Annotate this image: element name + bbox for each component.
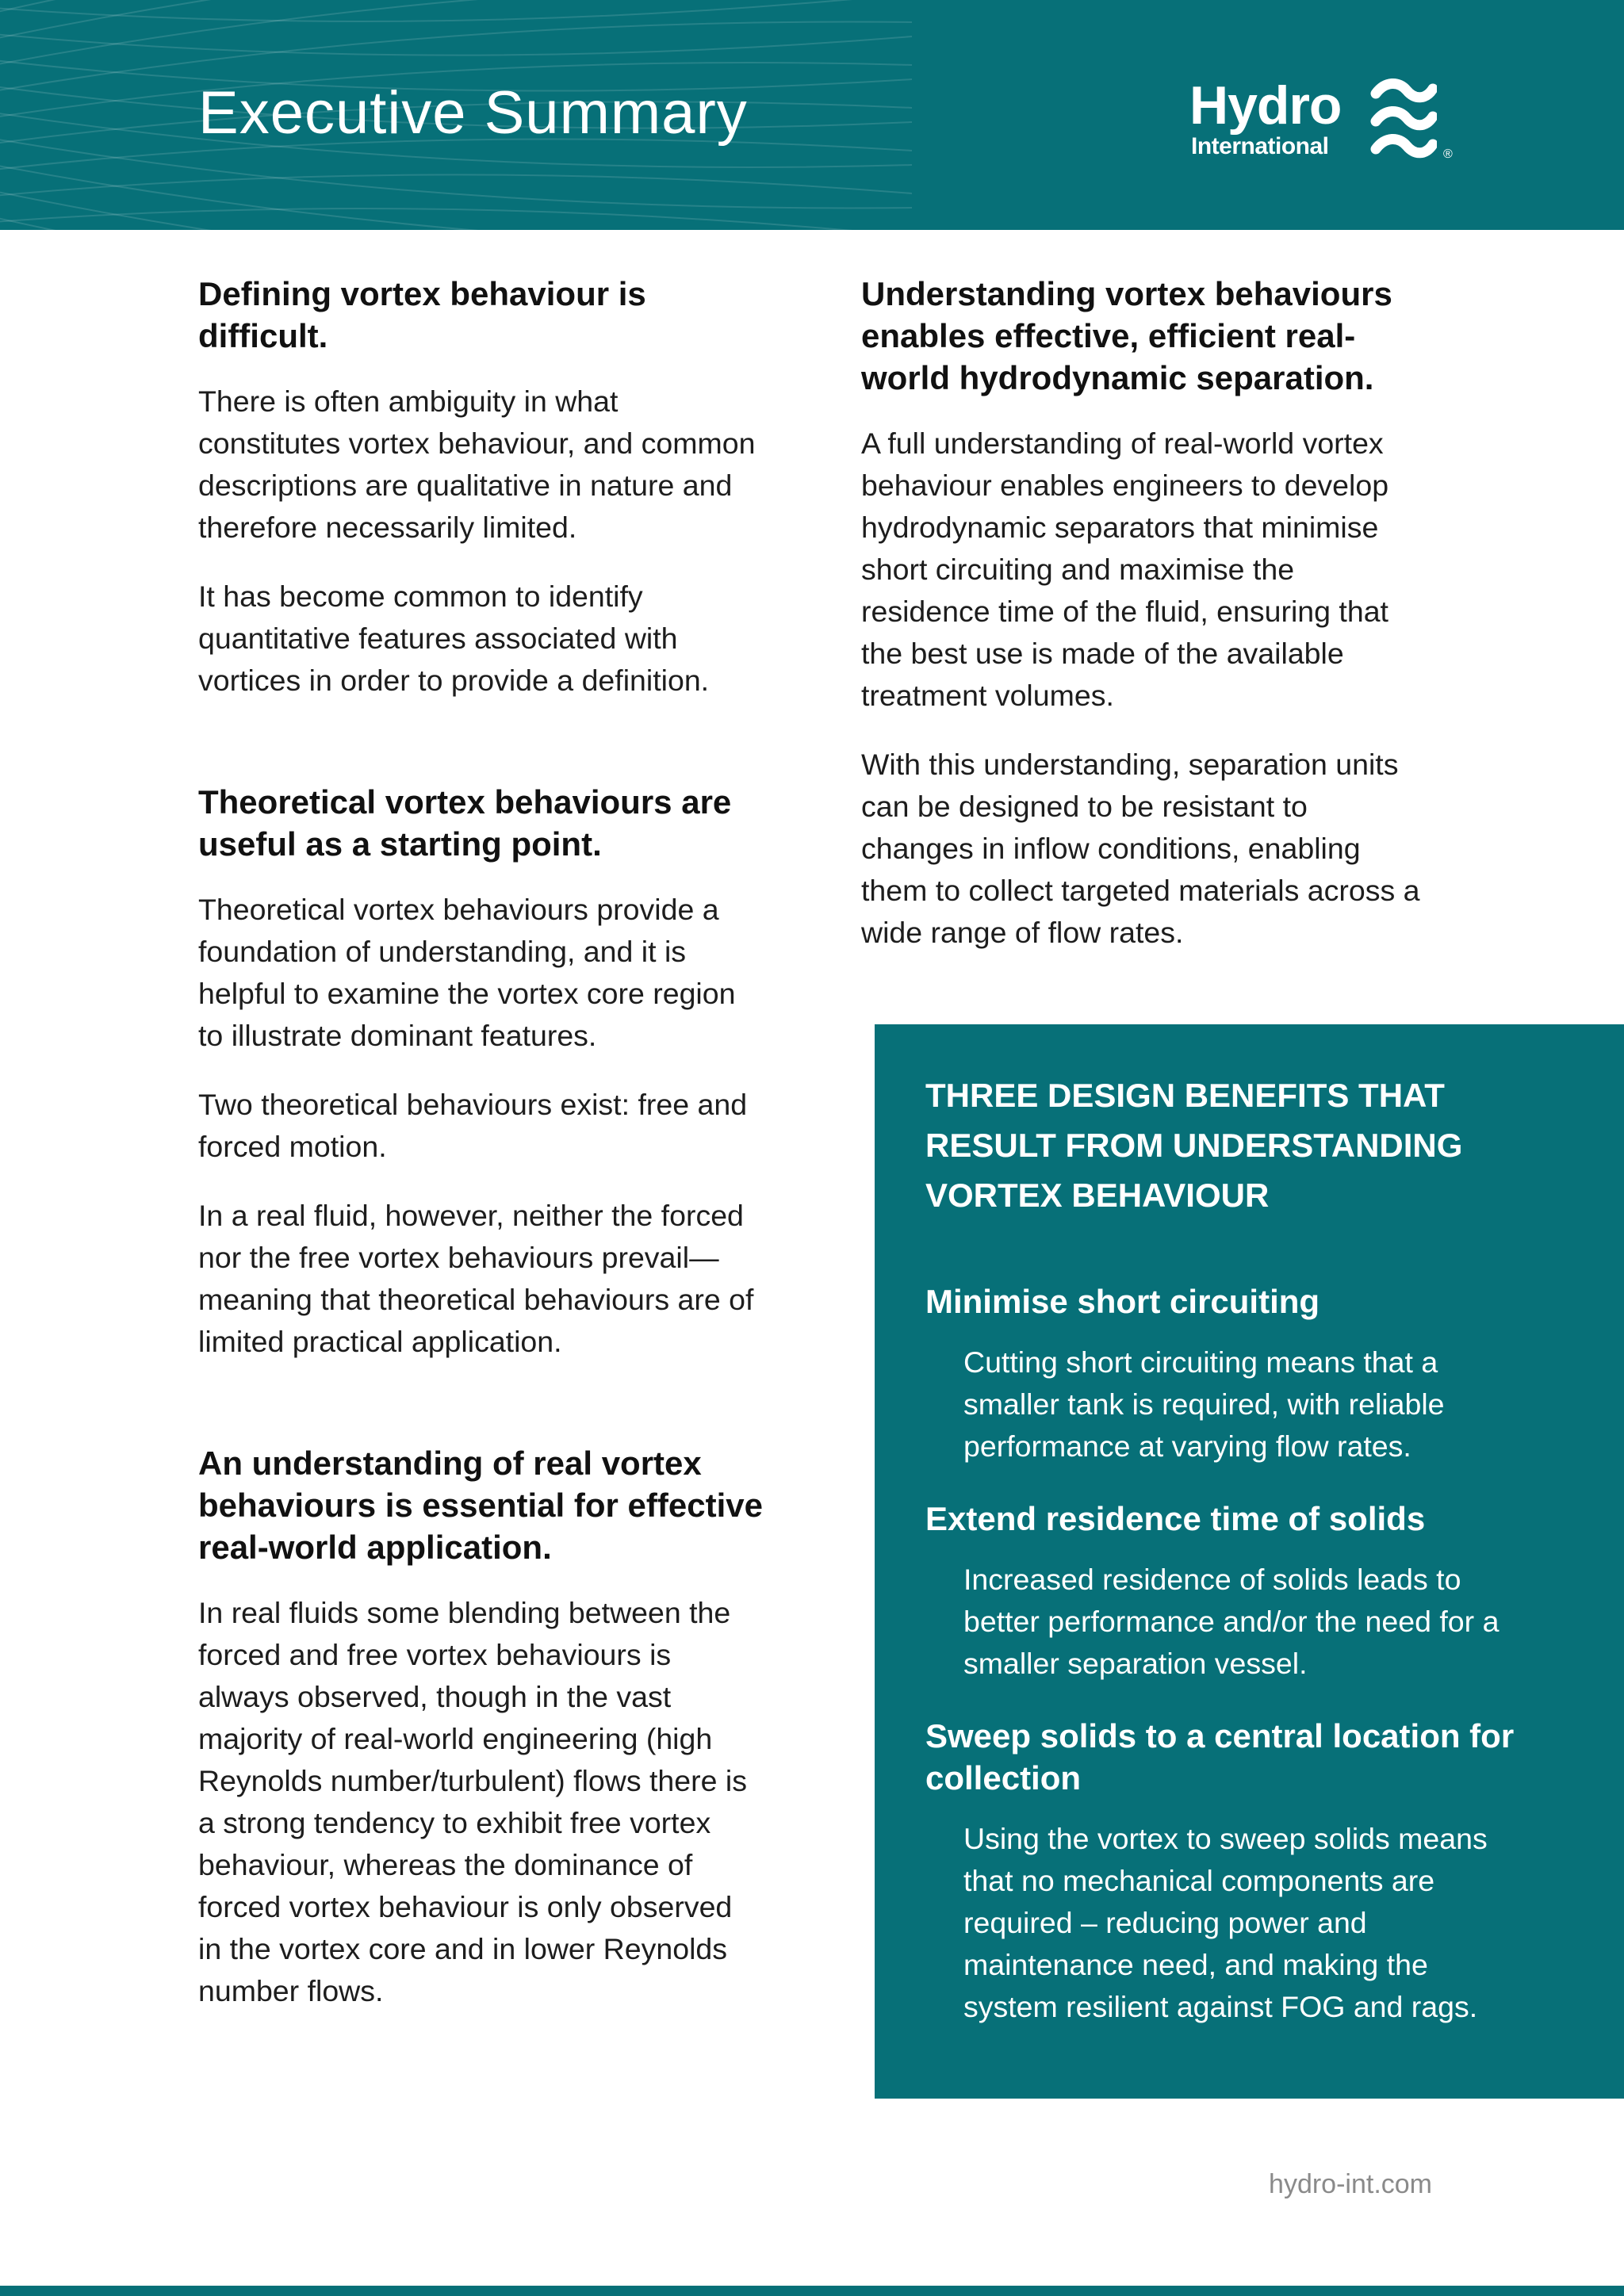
page-title: Executive Summary xyxy=(198,79,748,147)
right-column xyxy=(861,273,1426,981)
company-logo xyxy=(1189,76,1467,175)
paragraph: Theoretical vortex behaviours provide a foundation of understanding, and it is helpful to examine the vortex core region to illustrate dominant features. xyxy=(198,893,736,1052)
section-theoretical xyxy=(198,781,763,1363)
paragraph: In real fluids some blending between the forced and free vortex behaviours is always observed, though in the vast majority of real-world engineering (high Reynolds number/turbulent) flows there is a strong tendency to exhibit free vortex behaviour, whereas the dominance of forced vortex behaviour is only observed in the vortex core and in lower Reynolds number flows. xyxy=(198,1596,747,2007)
section-heading: Theoretical vortex behaviours are useful as a starting point. xyxy=(198,783,732,863)
benefit-heading: Sweep solids to a central location for collection xyxy=(925,1717,1515,1797)
footer-website: hydro-int.com xyxy=(1269,2169,1432,2199)
benefit-heading: Minimise short circuiting xyxy=(925,1283,1320,1320)
paragraph: Two theoretical behaviours exist: free and forced motion. xyxy=(198,1088,748,1163)
logo-wave-icon xyxy=(1370,78,1437,163)
section-defining xyxy=(198,273,763,702)
section-heading: Understanding vortex behaviours enables effective, efficient real-world hydrodynamic separation. xyxy=(861,275,1392,396)
benefits-box-title: THREE DESIGN BENEFITS THAT RESULT FROM UNDERSTANDING VORTEX BEHAVIOUR xyxy=(925,1077,1463,1214)
paragraph: There is often ambiguity in what constitutes vortex behaviour, and common descriptions are qualitative in nature and therefore necessarily limited. xyxy=(198,385,756,544)
section-heading: Defining vortex behaviour is difficult. xyxy=(198,275,646,354)
left-column xyxy=(198,273,763,2039)
section-real-vortex xyxy=(198,1442,763,2012)
benefit-heading: Extend residence time of solids xyxy=(925,1500,1426,1537)
logo-subname: International xyxy=(1191,133,1329,159)
benefit-body: Using the vortex to sweep solids means that no mechanical components are required – reducing power and maintenance need, and making the system resilient against FOG and rags. xyxy=(963,1822,1488,2023)
benefit-item xyxy=(925,1498,1521,1685)
paragraph: A full understanding of real-world vortex behaviour enables engineers to develop hydrodynamic separators that minimise short circuiting and maximise the residence time of the fluid, ensuring that the best use is made of the available treatment volumes. xyxy=(861,427,1389,712)
paragraph: In a real fluid, however, neither the forced nor the free vortex behaviours prevail—meaning that theoretical behaviours are of limited practical application. xyxy=(198,1199,754,1358)
benefit-item xyxy=(925,1715,1521,2028)
section-heading: An understanding of real vortex behaviours is essential for effective real-world application. xyxy=(198,1445,763,1566)
header-banner xyxy=(0,0,1624,230)
benefit-body: Increased residence of solids leads to better performance and/or the need for a smaller separation vessel. xyxy=(963,1563,1500,1680)
benefit-body: Cutting short circuiting means that a smaller tank is required, with reliable performance at varying flow rates. xyxy=(963,1345,1445,1463)
bottom-accent-bar xyxy=(0,2286,1624,2296)
paragraph: With this understanding, separation units can be designed to be resistant to changes in inflow conditions, enabling them to collect targeted materials across a wide range of flow rates. xyxy=(861,748,1420,949)
registered-mark: ® xyxy=(1443,147,1453,161)
logo-wordmark: Hydro xyxy=(1189,75,1342,136)
benefit-item xyxy=(925,1280,1521,1468)
section-understanding xyxy=(861,273,1426,954)
paragraph: It has become common to identify quantitative features associated with vortices in order to provide a definition. xyxy=(198,580,710,697)
benefits-box xyxy=(875,1024,1624,2099)
